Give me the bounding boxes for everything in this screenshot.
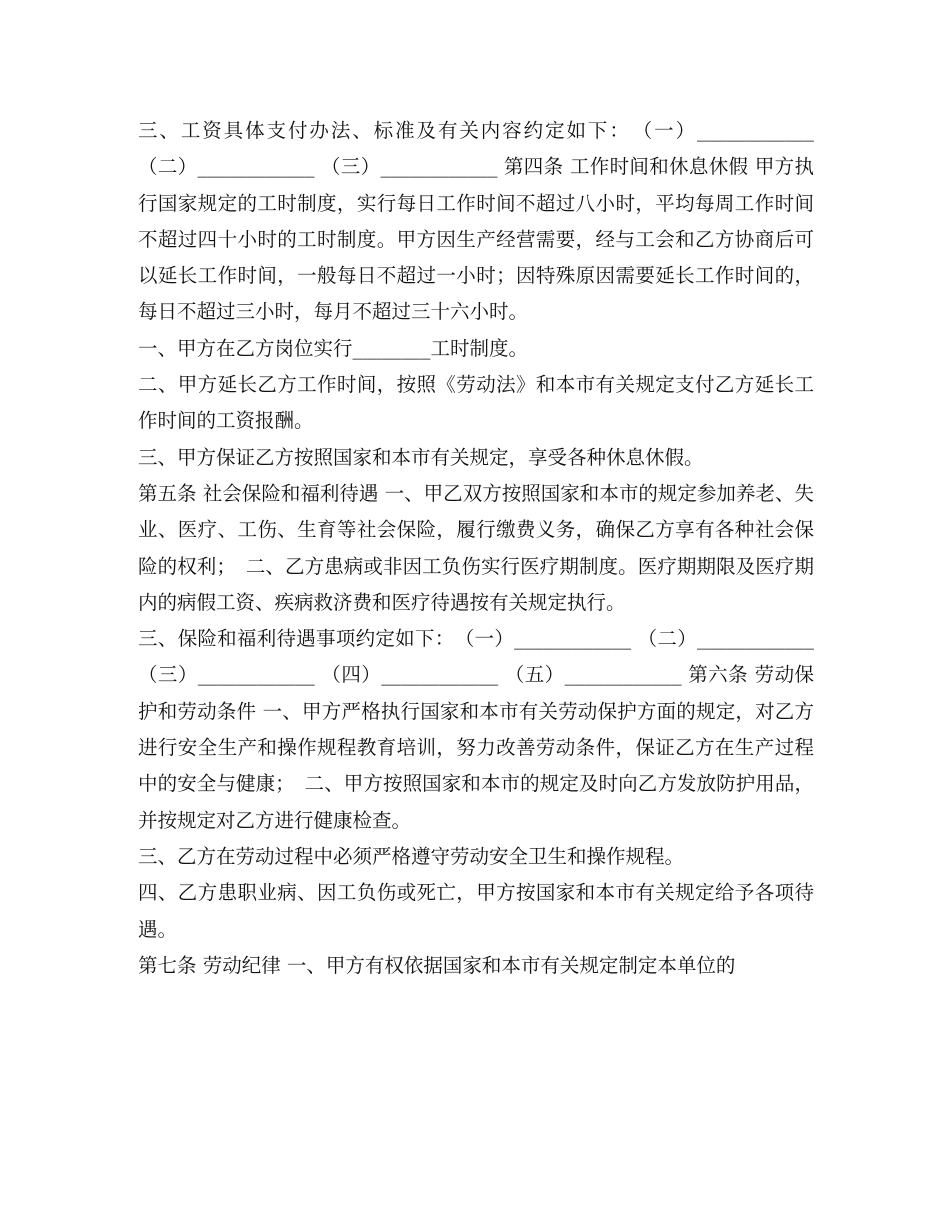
paragraph-overtime-pay: 二、甲方延长乙方工作时间，按照《劳动法》和本市有关规定支付乙方延长工作时间的工资报酬。 [138, 373, 814, 433]
paragraph-article-5-social-insurance: 第五条 社会保险和福利待遇 一、甲乙双方按照国家和本市的规定参加养老、失业、医疗、工伤、生育等社会保险，履行缴费义务，确保乙方享有各种社会保险的权利； 二、乙方患病或非因工负伤实行医疗期制度。医疗期期限及医疗期内的病假工资、疾病救济费和医疗待遇按有关规定执行。 [138, 481, 814, 614]
paragraph-article-7-discipline: 第七条 劳动纪律 一、甲方有权依据国家和本市有关规定制定本单位的 [138, 953, 736, 977]
paragraph-wage-terms-and-article-4: 三、工资具体支付办法、标准及有关内容约定如下： （一）____________ （二）____________ （三）____________ 第四条 工作时间和休息休假 甲方执行国家规定的工时制度，实行每日工作时间不超过八小时，平均每周工作时间不超过四十小时的工时制度。甲方因生产经营需要，经与工会和乙方协商后可以延长工作时间，一般每日不超过一小时；因特殊原因需要延长工作时间的，每日不超过三小时，每月不超过三十六小时。 [138, 119, 821, 324]
paragraph-working-hours-system: 一、甲方在乙方岗位实行________工时制度。 [138, 336, 529, 360]
paragraph-insurance-terms-and-article-6: 三、保险和福利待遇事项约定如下： （一）____________ （二）____________ （三）____________ （四）____________ （五）____________ 第六条 劳动保护和劳动条件 一、甲方严格执行国家和本市有关劳动保护方面的规定，对乙方进行安全生产和操作规程教育培训，努力改善劳动条件，保证乙方在生产过程中的安全与健康； 二、甲方按照国家和本市的规定及时向乙方发放防护用品，并按规定对乙方进行健康检查。 [138, 627, 821, 832]
paragraph-rest-and-leave: 三、甲方保证乙方按照国家和本市有关规定，享受各种休息休假。 [138, 445, 704, 469]
paragraph-occupational-injury: 四、乙方患职业病、因工负伤或死亡，甲方按国家和本市有关规定给予各项待遇。 [138, 881, 814, 941]
paragraph-safety-rules: 三、乙方在劳动过程中必须严格遵守劳动安全卫生和操作规程。 [138, 844, 685, 868]
document-page [138, 113, 821, 984]
